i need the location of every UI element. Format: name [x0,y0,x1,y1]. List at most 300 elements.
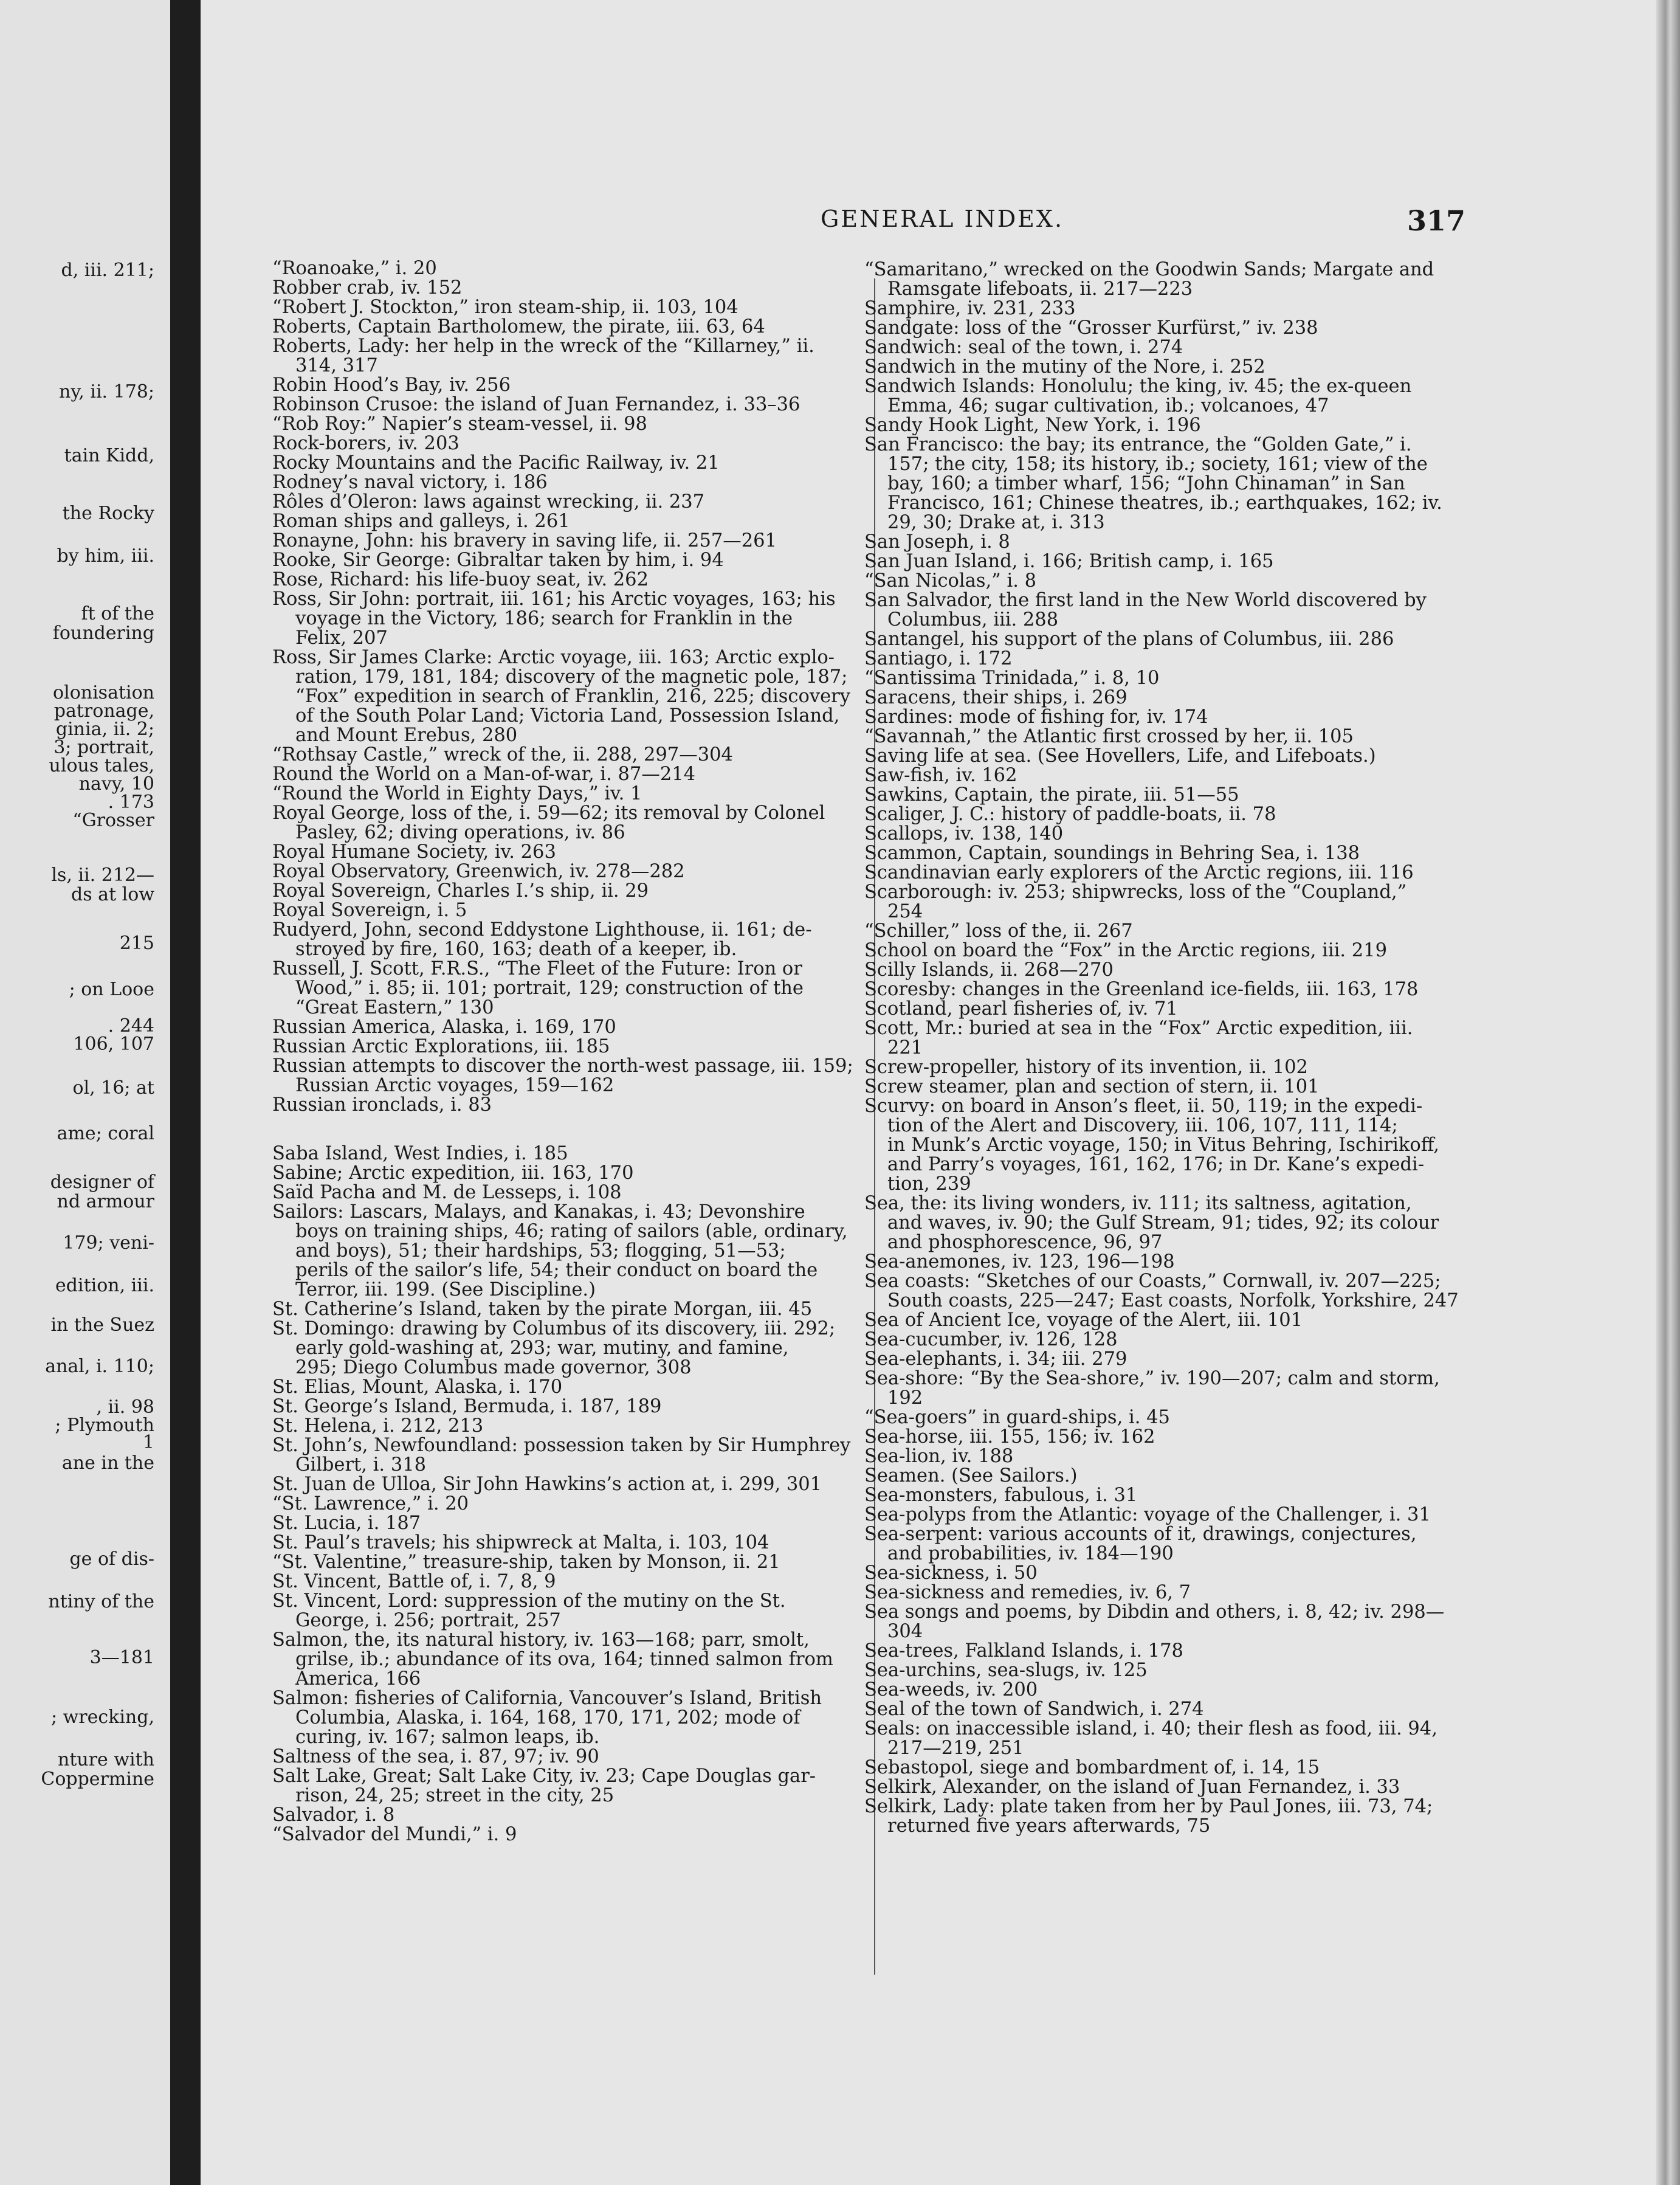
page-number: 317 [1407,204,1466,237]
index-entry-line: “Savannah,” the Atlantic first crossed by her, ii. 105 [864,726,1354,747]
index-entry-line: Royal Sovereign, Charles I.’s ship, ii. 29 [272,880,649,902]
index-entry-line: Sawkins, Captain, the pirate, iii. 51—55 [864,784,1239,806]
facing-page-text-fragment: ntiny of the [48,1591,154,1612]
index-entry-line: Rudyerd, John, second Eddystone Lighthouse, ii. 161; de- [272,919,812,941]
index-entry-line: and probabilities, iv. 184—190 [887,1543,1174,1564]
index-entry [272,1592,935,1631]
index-entry-line: 304 [887,1621,923,1642]
facing-page-text-fragment: ginia, ii. 2; [55,719,154,740]
index-entry-line: Saw-fish, iv. 162 [864,765,1017,786]
index-entry-line: “Rob Roy:” Napier’s steam-vessel, ii. 98 [272,413,647,435]
index-entry-line: Sailors: Lascars, Malays, and Kanakas, i. 43; Devonshire [272,1201,805,1223]
index-entry-line: Columbus, iii. 288 [887,609,1059,630]
facing-page-text-fragment: ame; coral [57,1123,154,1144]
index-entry [272,434,935,454]
index-entry-line: Scoresby: changes in the Greenland ice-fields, iii. 163, 178 [864,979,1419,1000]
index-entry [864,1369,1527,1408]
index-entry-line: 254 [887,901,923,922]
facing-page-text-fragment: ane in the [61,1452,154,1474]
index-entry-line: Robinson Crusoe: the island of Juan Fernandez, i. 33–36 [272,394,800,415]
facing-page-text-fragment: ulous tales, [49,755,154,776]
index-entry-line: Selkirk, Alexander, on the island of Juan Fernandez, i. 33 [864,1776,1400,1798]
index-entry-line: Scurvy: on board in Anson’s fleet, ii. 50, 119; in the expedi- [864,1096,1423,1117]
index-entry [864,1603,1527,1641]
index-entry [272,1436,935,1475]
letter-section-gap [272,1115,935,1144]
index-entry [272,1164,935,1183]
index-entry-line: and boys), 51; their hardships, 53; flogging, 51—53; [295,1240,786,1262]
facing-page-text-fragment: ls, ii. 212— [51,865,154,886]
index-entry-line: “Schiller,” loss of the, ii. 267 [864,920,1133,942]
index-column-right [864,260,1527,1836]
index-entry-line: Ronayne, John: his bravery in saving life, ii. 257—261 [272,530,777,551]
index-entry-line: Russian attempts to discover the north-west passage, iii. 159; [272,1055,853,1077]
index-entry-line: St. Domingo: drawing by Columbus of its discovery, iii. 292; [272,1318,836,1339]
index-entry-line: San Francisco: the bay; its entrance, the “Golden Gate,” i. [864,434,1412,455]
facing-page-text-fragment: ol, 16; at [72,1077,154,1099]
index-entry [864,844,1527,863]
index-entry-line: Emma, 46; sugar cultivation, ib.; volcanoes, 47 [887,395,1329,416]
index-entry-line: Rose, Richard: his life-buoy seat, iv. 262 [272,569,649,590]
index-entry-line: St. Lucia, i. 187 [272,1513,421,1534]
index-entry [864,1330,1527,1350]
index-entry [864,1797,1527,1836]
index-entry-line: Saving life at sea. (See Hovellers, Life, and Lifeboats.) [864,745,1376,767]
running-head: GENERAL INDEX. [821,205,1064,232]
index-entry [864,591,1527,630]
index-entry-line: Sea-cucumber, iv. 126, 128 [864,1329,1118,1350]
index-entry-line: “Rothsay Castle,” wreck of the, ii. 288, 297—304 [272,744,733,765]
index-entry [272,1183,935,1203]
index-entry-line: returned five years afterwards, 75 [887,1815,1211,1837]
index-entry-line: Santiago, i. 172 [864,648,1013,669]
index-entry [864,922,1527,941]
index-entry [864,319,1527,338]
index-entry-line: bay, 160; a timber wharf, 156; “John Chinaman” in San [887,473,1405,494]
index-entry [864,1661,1527,1680]
index-entry [864,1719,1527,1758]
facing-page-text-fragment: , ii. 98 [96,1396,154,1418]
index-entry-line: Russian Arctic Explorations, iii. 185 [272,1036,610,1057]
index-entry [272,298,935,317]
index-entry [864,552,1527,571]
index-entry [864,1097,1527,1194]
facing-page-text-fragment: 1 [142,1432,154,1453]
index-entry-line: Ross, Sir James Clarke: Arctic voyage, iii. 163; Arctic explo- [272,647,835,668]
index-entry-line: St. Elias, Mount, Alaska, i. 170 [272,1376,563,1398]
index-entry-line: Royal Humane Society, iv. 263 [272,841,556,863]
index-entry-line: Sabine; Arctic expedition, iii. 163, 170 [272,1162,634,1184]
index-entry-line: Saracens, their ships, i. 269 [864,687,1127,708]
index-entry-line: boys on training ships, 46; rating of sailors (able, ordinary, [295,1221,848,1242]
index-entry-line: “San Nicolas,” i. 8 [864,570,1037,592]
index-entry-line: early gold-washing at, 293; war, mutiny, and famine, [295,1338,789,1359]
index-entry-line: Seal of the town of Sandwich, i. 274 [864,1699,1204,1720]
index-entry [864,1778,1527,1797]
index-entry [272,317,935,337]
index-entry-line: Sandwich Islands: Honolulu; the king, iv. 45; the ex-queen [864,376,1412,397]
index-entry-line: St. Vincent, Battle of, i. 7, 8, 9 [272,1571,556,1592]
index-entry [272,551,935,570]
facing-page-text-fragment: anal, i. 110; [45,1356,154,1377]
index-entry [864,1641,1527,1661]
index-entry-line: Sandgate: loss of the “Grosser Kurfürst,” iv. 238 [864,317,1318,339]
index-entry-line: St. Juan de Ulloa, Sir John Hawkins’s action at, i. 299, 301 [272,1474,822,1495]
index-entry-line: 217—219, 251 [887,1738,1024,1759]
index-entry [272,1514,935,1533]
index-entry-line: Scarborough: iv. 253; shipwrecks, loss of the “Coupland,” [864,882,1407,903]
index-entry [864,377,1527,416]
index-entry-line: Sebastopol, siege and bombardment of, i. 14, 15 [864,1757,1320,1778]
index-entry [272,765,935,784]
facing-page-text-fragment: “Grosser [72,810,154,831]
index-entry-line: Sea-lion, iv. 188 [864,1446,1014,1467]
index-entry-line: St. John’s, Newfoundland: possession taken by Sir Humphrey [272,1435,851,1456]
index-entry [864,1019,1527,1058]
index-entry [864,1077,1527,1097]
index-entry [272,531,935,551]
facing-page-text-fragment: 106, 107 [73,1034,154,1055]
index-entry-line: Scott, Mr.: buried at sea in the “Fox” Arctic expedition, iii. [864,1018,1413,1039]
index-entry [864,1194,1527,1252]
index-entry-line: Terror, iii. 199. (See Discipline.) [295,1279,596,1300]
index-entry-line: “Robert J. Stockton,” iron steam-ship, ii. 103, 104 [272,297,738,318]
index-entry-line: and phosphorescence, 96, 97 [887,1232,1163,1253]
index-entry-line: Santangel, his support of the plans of Columbus, iii. 286 [864,629,1394,650]
index-entry-line: St. George’s Island, Bermuda, i. 187, 189 [272,1396,662,1417]
index-entry-line: Sea of Ancient Ice, voyage of the Alert, iii. 101 [864,1310,1303,1331]
facing-page-text-fragment: . 173 [108,792,154,813]
index-entry [272,1018,935,1037]
index-entry [864,435,1527,533]
index-entry-line: 295; Diego Columbus made governor, 308 [295,1357,692,1378]
facing-page-text-fragment: designer of [50,1172,154,1193]
index-entry-line: Selkirk, Lady: plate taken from her by Paul Jones, iii. 73, 74; [864,1796,1433,1817]
index-entry [272,862,935,882]
facing-page-text-fragment: ge of dis- [69,1548,154,1570]
facing-page-text-fragment: d, iii. 211; [61,260,154,281]
index-entry [272,1806,935,1825]
index-entry [864,416,1527,435]
index-entry [272,337,935,376]
index-entry [272,570,935,590]
index-entry [864,571,1527,591]
facing-page-text-fragment: 215 [119,933,154,954]
index-entry [864,941,1527,961]
index-entry [272,920,935,959]
index-entry [864,1272,1527,1311]
index-entry [864,1505,1527,1525]
index-entry [272,590,935,648]
index-entry [272,1378,935,1397]
index-entry [864,338,1527,357]
index-entry-line: Rooke, Sir George: Gibraltar taken by him, i. 94 [272,550,724,571]
index-entry-line: Seamen. (See Sailors.) [864,1465,1078,1486]
index-entry [864,1583,1527,1603]
index-entry [864,299,1527,319]
index-entry-line: Salvador, i. 8 [272,1804,395,1826]
index-entry [272,745,935,765]
index-entry-line: Royal George, loss of the, i. 59—62; its removal by Colonel [272,803,825,824]
index-entry-line: Sea-urchins, sea-slugs, iv. 125 [864,1660,1148,1681]
index-entry-line: Sea-shore: “By the Sea-shore,” iv. 190—207; calm and storm, [864,1368,1440,1389]
facing-page-text-fragment: . 244 [108,1015,154,1037]
index-entry-line: 157; the city, 158; its history, ib.; society, 161; view of the [887,454,1428,475]
index-entry-line: 314, 317 [295,355,378,376]
index-entry-line: Salmon, the, its natural history, iv. 163—168; parr, smolt, [272,1629,810,1651]
index-entry-line: Gilbert, i. 318 [295,1454,427,1476]
index-entry [272,1319,935,1378]
index-entry [864,1350,1527,1369]
index-entry [864,863,1527,883]
index-entry-line: Roman ships and galleys, i. 261 [272,511,570,532]
index-column-left [272,259,935,1845]
index-entry [864,1408,1527,1427]
facing-page-text-fragment: the Rocky [62,503,154,524]
index-entry-line: ration, 179, 181, 184; discovery of the magnetic pole, 187; [295,666,848,688]
facing-page-text-fragment: nd armour [57,1191,154,1212]
index-entry [272,648,935,745]
index-entry-line: Francisco, 161; Chinese theatres, ib.; earthquakes, 162; iv. [887,492,1442,514]
index-entry [864,785,1527,805]
index-entry-line: South coasts, 225—247; East coasts, Norfolk, Yorkshire, 247 [887,1290,1459,1311]
index-entry [864,805,1527,824]
index-entry-line: Sea coasts: “Sketches of our Coasts,” Cornwall, iv. 207—225; [864,1271,1441,1292]
index-entry-line: Scilly Islands, ii. 268—270 [864,959,1114,981]
index-entry-line: Screw-propeller, history of its invention, ii. 102 [864,1057,1308,1078]
facing-page-text-fragment: navy, 10 [78,773,154,795]
index-entry-line: Sea-sickness, i. 50 [864,1562,1038,1584]
index-entry-line: in Munk’s Arctic voyage, 150; in Vitus Behring, Ischirikoff, [887,1134,1439,1156]
index-entry [864,1700,1527,1719]
index-entry [272,1417,935,1436]
index-entry-line: 221 [887,1037,923,1058]
index-entry-line: Sea songs and poems, by Dibdin and others, i. 8, 42; iv. 298— [864,1601,1445,1623]
index-entry-line: Russian America, Alaska, i. 169, 170 [272,1017,616,1038]
index-entry [864,1252,1527,1272]
index-entry [272,1825,935,1845]
index-entry [864,1466,1527,1486]
facing-page-text-fragment: tain Kidd, [64,445,154,466]
index-entry [272,1767,935,1806]
index-entry-line: Round the World on a Man-of-war, i. 87—214 [272,764,696,785]
index-entry-line: Saïd Pacha and M. de Lesseps, i. 108 [272,1182,622,1203]
index-entry-line: Rocky Mountains and the Pacific Railway, iv. 21 [272,452,720,474]
index-entry [864,1447,1527,1466]
index-entry-line: rison, 24, 25; street in the city, 25 [295,1785,615,1806]
index-entry [864,1427,1527,1447]
index-entry-line: Sea-horse, iii. 155, 156; iv. 162 [864,1426,1155,1448]
index-entry [864,1058,1527,1077]
index-entry-line: 29, 30; Drake at, i. 313 [887,512,1105,533]
index-entry-line: Rodney’s naval victory, i. 186 [272,472,548,493]
facing-page-text-fragment: in the Suez [50,1314,154,1336]
index-entry [272,804,935,843]
index-entry-line: Roberts, Captain Bartholomew, the pirate, iii. 63, 64 [272,316,765,337]
index-entry [272,1533,935,1553]
facing-page-text-fragment: foundering [52,623,154,644]
index-entry-line: Sea-anemones, iv. 123, 196—198 [864,1251,1175,1272]
index-entry-line: St. Helena, i. 212, 213 [272,1415,484,1437]
index-entry [272,1475,935,1494]
index-entry-line: San Salvador, the first land in the New World discovered by [864,590,1427,611]
index-entry [864,999,1527,1019]
index-entry-line: Pasley, 62; diving operations, iv. 86 [295,822,625,843]
index-entry [272,1397,935,1417]
index-entry-line: stroyed by fire, 160, 163; death of a keeper, ib. [295,939,737,960]
index-entry [272,1747,935,1767]
index-entry-line: and waves, iv. 90; the Gulf Stream, 91; tides, 92; its colour [887,1212,1439,1234]
index-entry-line: Sea-sickness and remedies, iv. 6, 7 [864,1582,1191,1603]
index-entry-line: Ramsgate lifeboats, ii. 217—223 [887,278,1193,300]
index-entry [864,357,1527,377]
index-entry-line: and Mount Erebus, 280 [295,725,518,746]
index-entry [272,473,935,492]
facing-page-text-fragment: ; wrecking, [50,1707,154,1728]
index-entry-line: tion, 239 [887,1173,971,1195]
facing-page-text-fragment: patronage, [53,700,154,722]
index-entry [864,1680,1527,1700]
index-entry-line: “Samaritano,” wrecked on the Goodwin Sands; Margate and [864,259,1434,280]
index-entry-line: Saba Island, West Indies, i. 185 [272,1143,568,1164]
facing-page-fragment [0,0,170,2185]
index-entry-line: Seals: on inaccessible island, i. 40; their flesh as food, iii. 94, [864,1718,1437,1739]
facing-page-text-fragment: ; on Looe [69,979,154,1000]
facing-page-text-fragment: Coppermine [41,1769,154,1790]
index-entry [272,278,935,298]
index-entry [272,259,935,278]
index-entry-line: Sardines: mode of fishing for, iv. 174 [864,706,1208,728]
index-entry [864,708,1527,727]
index-entry [272,492,935,512]
index-entry-line: Sea, the: its living wonders, iv. 111; its saltness, agitation, [864,1193,1412,1214]
index-entry [272,1689,935,1747]
index-entry-line: Samphire, iv. 231, 233 [864,298,1076,319]
index-entry [864,669,1527,688]
index-entry [272,376,935,395]
index-entry [864,1525,1527,1564]
facing-page-text-fragment: 3—181 [89,1647,154,1668]
index-entry [864,727,1527,747]
index-entry-line: Robin Hood’s Bay, iv. 256 [272,375,511,396]
index-entry-line: Scaliger, J. C.: history of paddle-boats, ii. 78 [864,804,1276,825]
index-entry-line: “Salvador del Mundi,” i. 9 [272,1824,517,1845]
facing-page-text-fragment: edition, iii. [55,1275,154,1296]
index-entry-line: Sea-monsters, fabulous, i. 31 [864,1485,1138,1506]
index-entry [272,1096,935,1115]
index-entry [272,901,935,920]
index-entry [272,959,935,1018]
facing-page-text-fragment: ds at low [71,884,154,905]
index-entry-line: tion of the Alert and Discovery, iii. 106, 107, 111, 114; [887,1115,1398,1136]
index-entry [272,882,935,901]
index-entry [272,415,935,434]
index-entry [864,1311,1527,1330]
index-entry [272,1144,935,1164]
index-entry-line: Ross, Sir John: portrait, iii. 161; his Arctic voyages, 163; his [272,589,836,610]
index-entry-line: “Roanoake,” i. 20 [272,258,437,279]
index-entry-line: Sea-serpent: various accounts of it, drawings, conjectures, [864,1524,1417,1545]
index-entry-line: “Round the World in Eighty Days,” iv. 1 [272,783,642,804]
index-entry-line: America, 166 [295,1668,421,1690]
index-entry-line: Scallops, iv. 138, 140 [864,823,1064,844]
index-entry [272,1572,935,1592]
index-entry-line: Wood,” i. 85; ii. 101; portrait, 129; construction of the [295,978,804,999]
index-entry-line: San Joseph, i. 8 [864,531,1010,553]
index-entry [864,688,1527,708]
index-entry-line: Rock-borers, iv. 203 [272,433,460,454]
index-entry-line: Roberts, Lady: her help in the wreck of the “Killarney,” ii. [272,336,814,357]
index-entry [864,980,1527,999]
index-entry-line: curing, iv. 167; salmon leaps, ib. [295,1727,600,1748]
index-entry [272,1057,935,1096]
index-entry-line: Scandinavian early explorers of the Arctic regions, iii. 116 [864,862,1414,883]
index-entry [272,1553,935,1572]
book-gutter [170,0,201,2185]
index-entry [272,1300,935,1319]
index-entry-line: “Santissima Trinidada,” i. 8, 10 [864,668,1160,689]
facing-page-text-fragment: by him, iii. [57,545,154,567]
index-entry [272,512,935,531]
index-entry [864,883,1527,922]
index-entry-line: Scammon, Captain, soundings in Behring Sea, i. 138 [864,843,1360,864]
index-entry-line: Sea-trees, Falkland Islands, i. 178 [864,1640,1183,1662]
index-entry [272,1494,935,1514]
index-entry [864,649,1527,669]
index-entry-line: grilse, ib.; abundance of its ova, 164; tinned salmon from [295,1649,833,1670]
index-entry-line: San Juan Island, i. 166; British camp, i. 165 [864,551,1274,572]
index-entry [864,1486,1527,1505]
index-entry [864,961,1527,980]
index-entry [272,1631,935,1689]
index-entry-line: St. Catherine’s Island, taken by the pirate Morgan, iii. 45 [272,1299,813,1320]
index-entry-line: Saltness of the sea, i. 87, 97; iv. 90 [272,1746,599,1767]
index-entry-line: Russian Arctic voyages, 159—162 [295,1075,615,1096]
index-entry [864,630,1527,649]
index-entry-line: Felix, 207 [295,627,388,649]
index-entry [864,766,1527,785]
index-entry-line: Salmon: fisheries of California, Vancouver’s Island, British [272,1688,822,1709]
index-entry-line: “St. Lawrence,” i. 20 [272,1493,469,1514]
index-entry-line: Sandwich: seal of the town, i. 274 [864,337,1183,358]
index-entry [272,1037,935,1057]
index-entry-line: Salt Lake, Great; Salt Lake City, iv. 23; Cape Douglas gar- [272,1766,816,1787]
index-entry-line: 192 [887,1387,923,1409]
index-entry-line: Rôles d’Oleron: laws against wrecking, ii. 237 [272,491,705,513]
index-entry-line: and Parry’s voyages, 161, 162, 176; in Dr. Kane’s expedi- [887,1154,1425,1175]
index-entry [864,1758,1527,1778]
index-entry [864,824,1527,844]
index-page [201,0,1680,2185]
index-entry-line: Sea-weeds, iv. 200 [864,1679,1038,1700]
index-entry-line: St. Vincent, Lord: suppression of the mutiny on the St. [272,1590,786,1612]
index-entry [272,784,935,804]
index-entry [864,260,1527,299]
index-entry-line: Sandwich in the mutiny of the Nore, i. 252 [864,356,1265,378]
facing-page-text-fragment: 3; portrait, [53,737,154,758]
index-entry-line: Sea-polyps from the Atlantic: voyage of the Challenger, i. 31 [864,1504,1431,1525]
index-entry-line: Royal Observatory, Greenwich, iv. 278—282 [272,861,685,882]
index-entry [864,1564,1527,1583]
index-entry [864,533,1527,552]
index-entry-line: “Sea-goers” in guard-ships, i. 45 [864,1407,1170,1428]
index-entry-line: perils of the sailor’s life, 54; their conduct on board the [295,1260,818,1281]
index-entry-line: St. Paul’s travels; his shipwreck at Malta, i. 103, 104 [272,1532,769,1553]
index-entry-line: “Great Eastern,” 130 [295,997,494,1018]
index-entry [864,747,1527,766]
page-edge [1656,0,1680,2185]
index-entry-line: Russell, J. Scott, F.R.S., “The Fleet of the Future: Iron or [272,958,802,979]
